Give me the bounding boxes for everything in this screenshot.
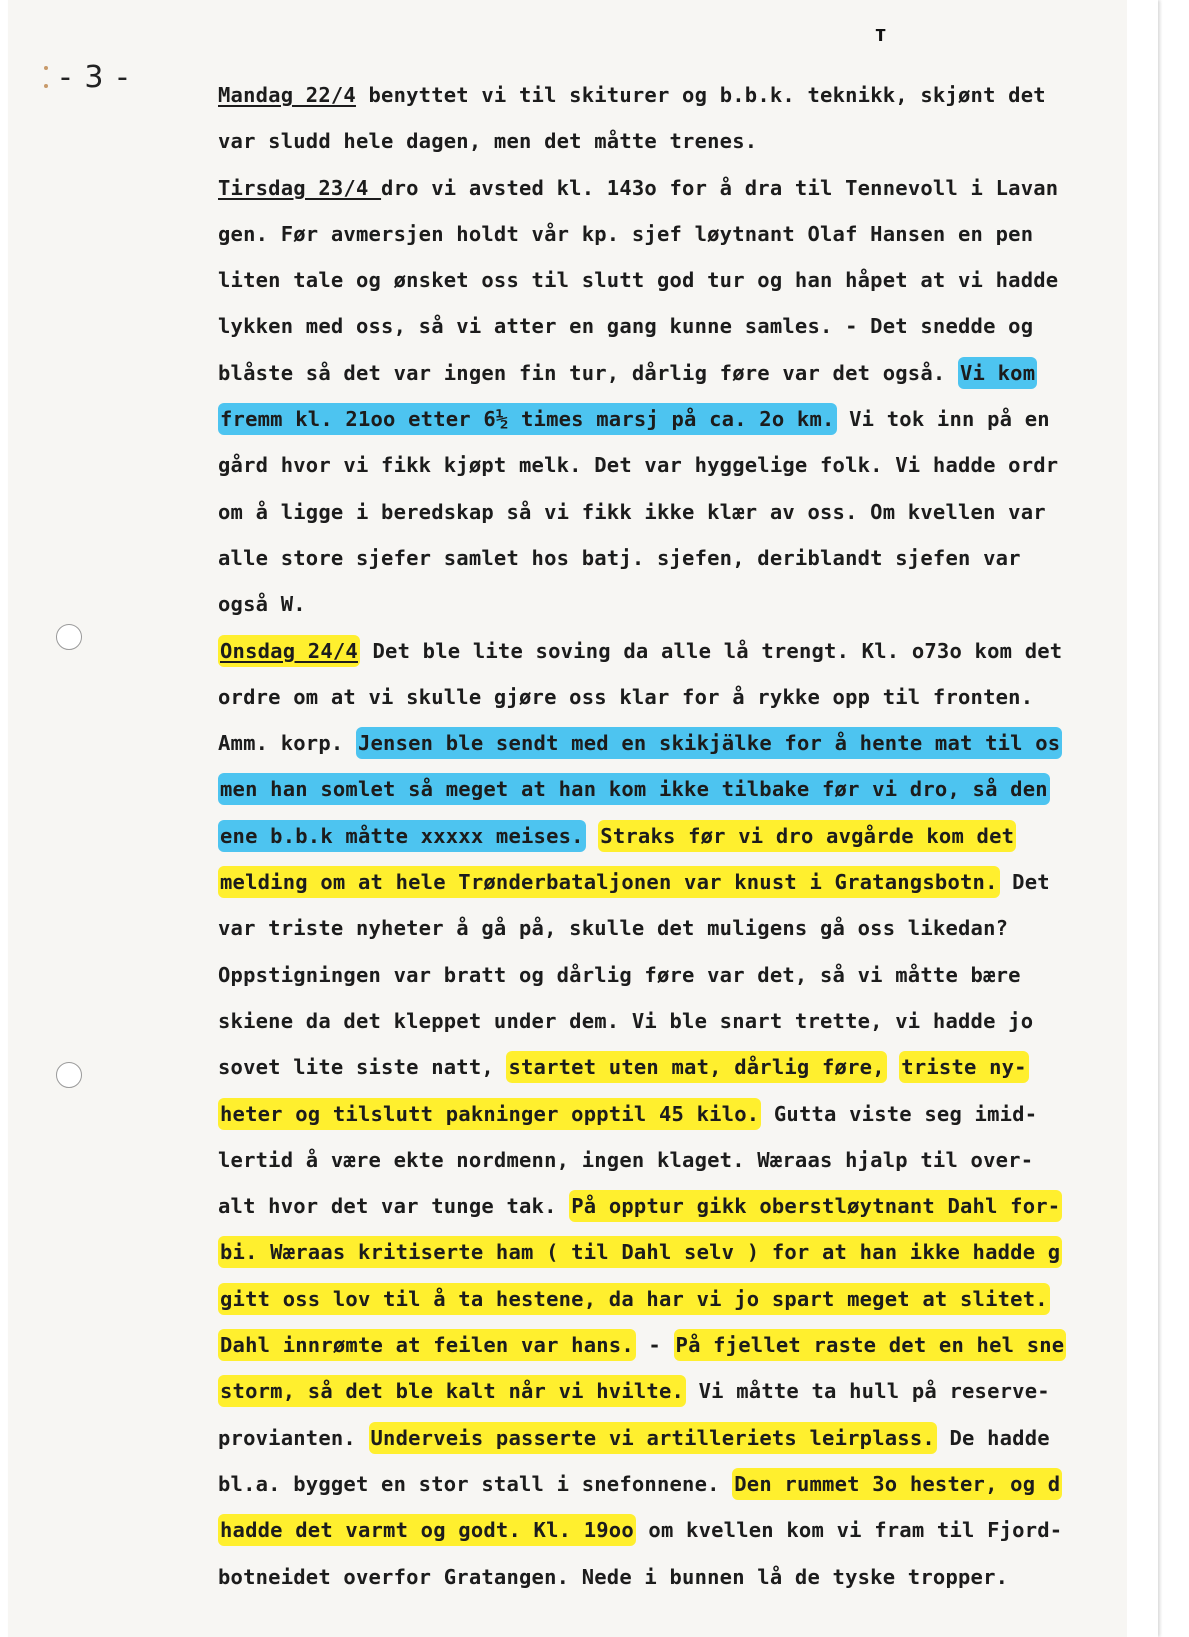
document-page	[8, 0, 1158, 1637]
text-segment: dro vi avsted kl. 143o for å dra til Tennevoll i Lavan	[381, 175, 1059, 200]
text-line	[218, 1183, 1158, 1229]
text-segment: alle store sjefer samlet hos batj. sjefen, deriblandt sjefen var	[218, 545, 1021, 570]
text-segment: liten tale og ønsket oss til slutt god tur og han håpet at vi hadde	[218, 268, 1059, 293]
text-line	[218, 1368, 1158, 1414]
text-line	[218, 257, 1158, 303]
typewritten-text	[218, 72, 1158, 1600]
text-line	[218, 1461, 1158, 1507]
text-line	[218, 489, 1158, 535]
text-segment: lykken med oss, så vi atter en gang kunne samles. - Det snedde og	[218, 314, 1034, 339]
text-line	[218, 350, 1158, 396]
text-line	[218, 1276, 1158, 1322]
text-line	[218, 998, 1158, 1044]
text-line	[218, 1554, 1158, 1600]
text-segment: var sludd hele dagen, men det måtte trenes.	[218, 129, 758, 154]
highlighted-text: triste ny-	[899, 1051, 1028, 1083]
text-line	[218, 1415, 1158, 1461]
text-line	[218, 859, 1158, 905]
text-segment: om kvellen kom vi fram til Fjord-	[635, 1518, 1063, 1543]
text-segment: bl.a. bygget en stor stall i snefonnene.	[218, 1471, 733, 1496]
text-segment: benyttet vi til skiturer og b.b.k. teknikk, skjønt det	[355, 83, 1046, 107]
date-heading: Tirsdag 23/4	[218, 175, 382, 200]
highlighted-text: heter og tilslutt pakninger opptil 45 kilo.	[218, 1098, 761, 1130]
text-line	[218, 442, 1158, 488]
highlighted-text: Underveis passerte vi artilleriets leirplass.	[369, 1422, 937, 1454]
text-segment: Vi tok inn på en	[836, 407, 1050, 432]
text-segment: ordre om at vi skulle gjøre oss klar for å rykke opp til fronten.	[218, 684, 1034, 709]
text-segment: om å ligge i beredskap så vi fikk ikke klær av oss. Om kvellen var	[218, 499, 1046, 524]
page-number: - 3 -	[60, 60, 130, 95]
text-segment: -	[635, 1333, 674, 1358]
punch-hole-icon	[56, 624, 82, 650]
text-line	[218, 720, 1158, 766]
punch-hole-icon	[56, 1062, 82, 1088]
text-segment: også W.	[218, 592, 306, 617]
text-line	[218, 118, 1158, 164]
text-segment: provianten.	[218, 1425, 369, 1450]
text-line	[218, 535, 1158, 581]
text-segment: blåste så det var ingen fin tur, dårlig føre var det også.	[218, 360, 958, 385]
text-segment	[586, 824, 599, 848]
ink-dot	[44, 84, 48, 88]
text-segment: Det	[999, 870, 1050, 895]
text-line	[218, 211, 1158, 257]
text-segment: Vi måtte ta hull på reserve-	[686, 1379, 1050, 1404]
text-line	[218, 766, 1158, 812]
text-line	[218, 1322, 1158, 1368]
highlighted-text: Jensen ble sendt med en skikjälke for å hente mat til os	[356, 727, 1062, 759]
text-line	[218, 303, 1158, 349]
highlighted-text: storm, så det ble kalt når vi hvilte.	[218, 1375, 686, 1407]
text-segment: Amm. korp.	[218, 731, 356, 756]
highlighted-text: På fjellet raste det en hel sne	[674, 1329, 1067, 1361]
text-segment	[887, 1055, 900, 1079]
text-segment: alt hvor det var tunge tak.	[218, 1194, 570, 1219]
text-line	[218, 905, 1158, 951]
text-segment: skiene da det kleppet under dem. Vi ble snart trette, vi hadde jo	[218, 1008, 1034, 1033]
highlighted-text: Vi kom	[958, 357, 1037, 389]
text-segment: Det ble lite soving da alle lå trengt. Kl. o73o kom det	[359, 638, 1063, 663]
text-line	[218, 396, 1158, 442]
text-segment: Gutta viste seg imid-	[761, 1101, 1038, 1126]
text-segment: Oppstigningen var bratt og dårlig føre var det, så vi måtte bære	[218, 962, 1021, 987]
highlighted-text: Straks før vi dro avgårde kom det	[598, 820, 1016, 852]
highlighted-text: gitt oss lov til å ta hestene, da har vi jo spart meget at slitet.	[218, 1283, 1050, 1315]
text-line	[218, 813, 1158, 859]
text-line	[218, 1091, 1158, 1137]
highlighted-text: På opptur gikk oberstløytnant Dahl for-	[569, 1190, 1062, 1222]
date-heading: Mandag 22/4	[218, 83, 356, 107]
text-line	[218, 581, 1158, 627]
text-segment: De hadde	[936, 1425, 1050, 1450]
text-segment: gård hvor vi fikk kjøpt melk. Det var hyggelige folk. Vi hadde ordr	[218, 453, 1059, 478]
highlighted-text: bi. Wæraas kritiserte ham ( til Dahl selv ) for at han ikke hadde g	[218, 1236, 1062, 1268]
text-line	[218, 1507, 1158, 1553]
top-mark: ᴛ	[874, 22, 888, 47]
text-line	[218, 1137, 1158, 1183]
highlighted-text: men han somlet så meget at han kom ikke tilbake før vi dro, så den	[218, 773, 1050, 805]
highlighted-text: Dahl innrømte at feilen var hans.	[218, 1329, 636, 1361]
text-segment: gen. Før avmersjen holdt vår kp. sjef løytnant Olaf Hansen en pen	[218, 221, 1034, 246]
ink-dot	[44, 66, 48, 70]
highlighted-text: ene b.b.k måtte xxxxx meises.	[218, 820, 586, 852]
text-line	[218, 1044, 1158, 1090]
text-segment: botneidet overfor Gratangen. Nede i bunnen lå de tyske tropper.	[218, 1564, 1009, 1589]
text-line	[218, 952, 1158, 998]
text-line	[218, 72, 1158, 118]
text-segment: lertid å være ekte nordmenn, ingen klaget. Wæraas hjalp til over-	[218, 1147, 1034, 1172]
highlighted-text: hadde det varmt og godt. Kl. 19oo	[218, 1514, 636, 1546]
highlighted-text: melding om at hele Trønderbataljonen var knust i Gratangsbotn.	[218, 866, 1000, 898]
text-segment: sovet lite siste natt,	[218, 1055, 507, 1080]
text-segment: var triste nyheter å gå på, skulle det muligens gå oss likedan?	[218, 916, 1009, 941]
highlighted-text: Onsdag 24/4	[218, 635, 360, 667]
highlighted-text: fremm kl. 21oo etter 6½ times marsj på ca. 2o km.	[218, 403, 837, 435]
highlighted-text: Den rummet 3o hester, og d	[732, 1468, 1062, 1500]
text-line	[218, 165, 1158, 211]
text-line	[218, 674, 1158, 720]
text-line	[218, 628, 1158, 674]
text-line	[218, 1229, 1158, 1275]
highlighted-text: startet uten mat, dårlig føre,	[506, 1051, 886, 1083]
